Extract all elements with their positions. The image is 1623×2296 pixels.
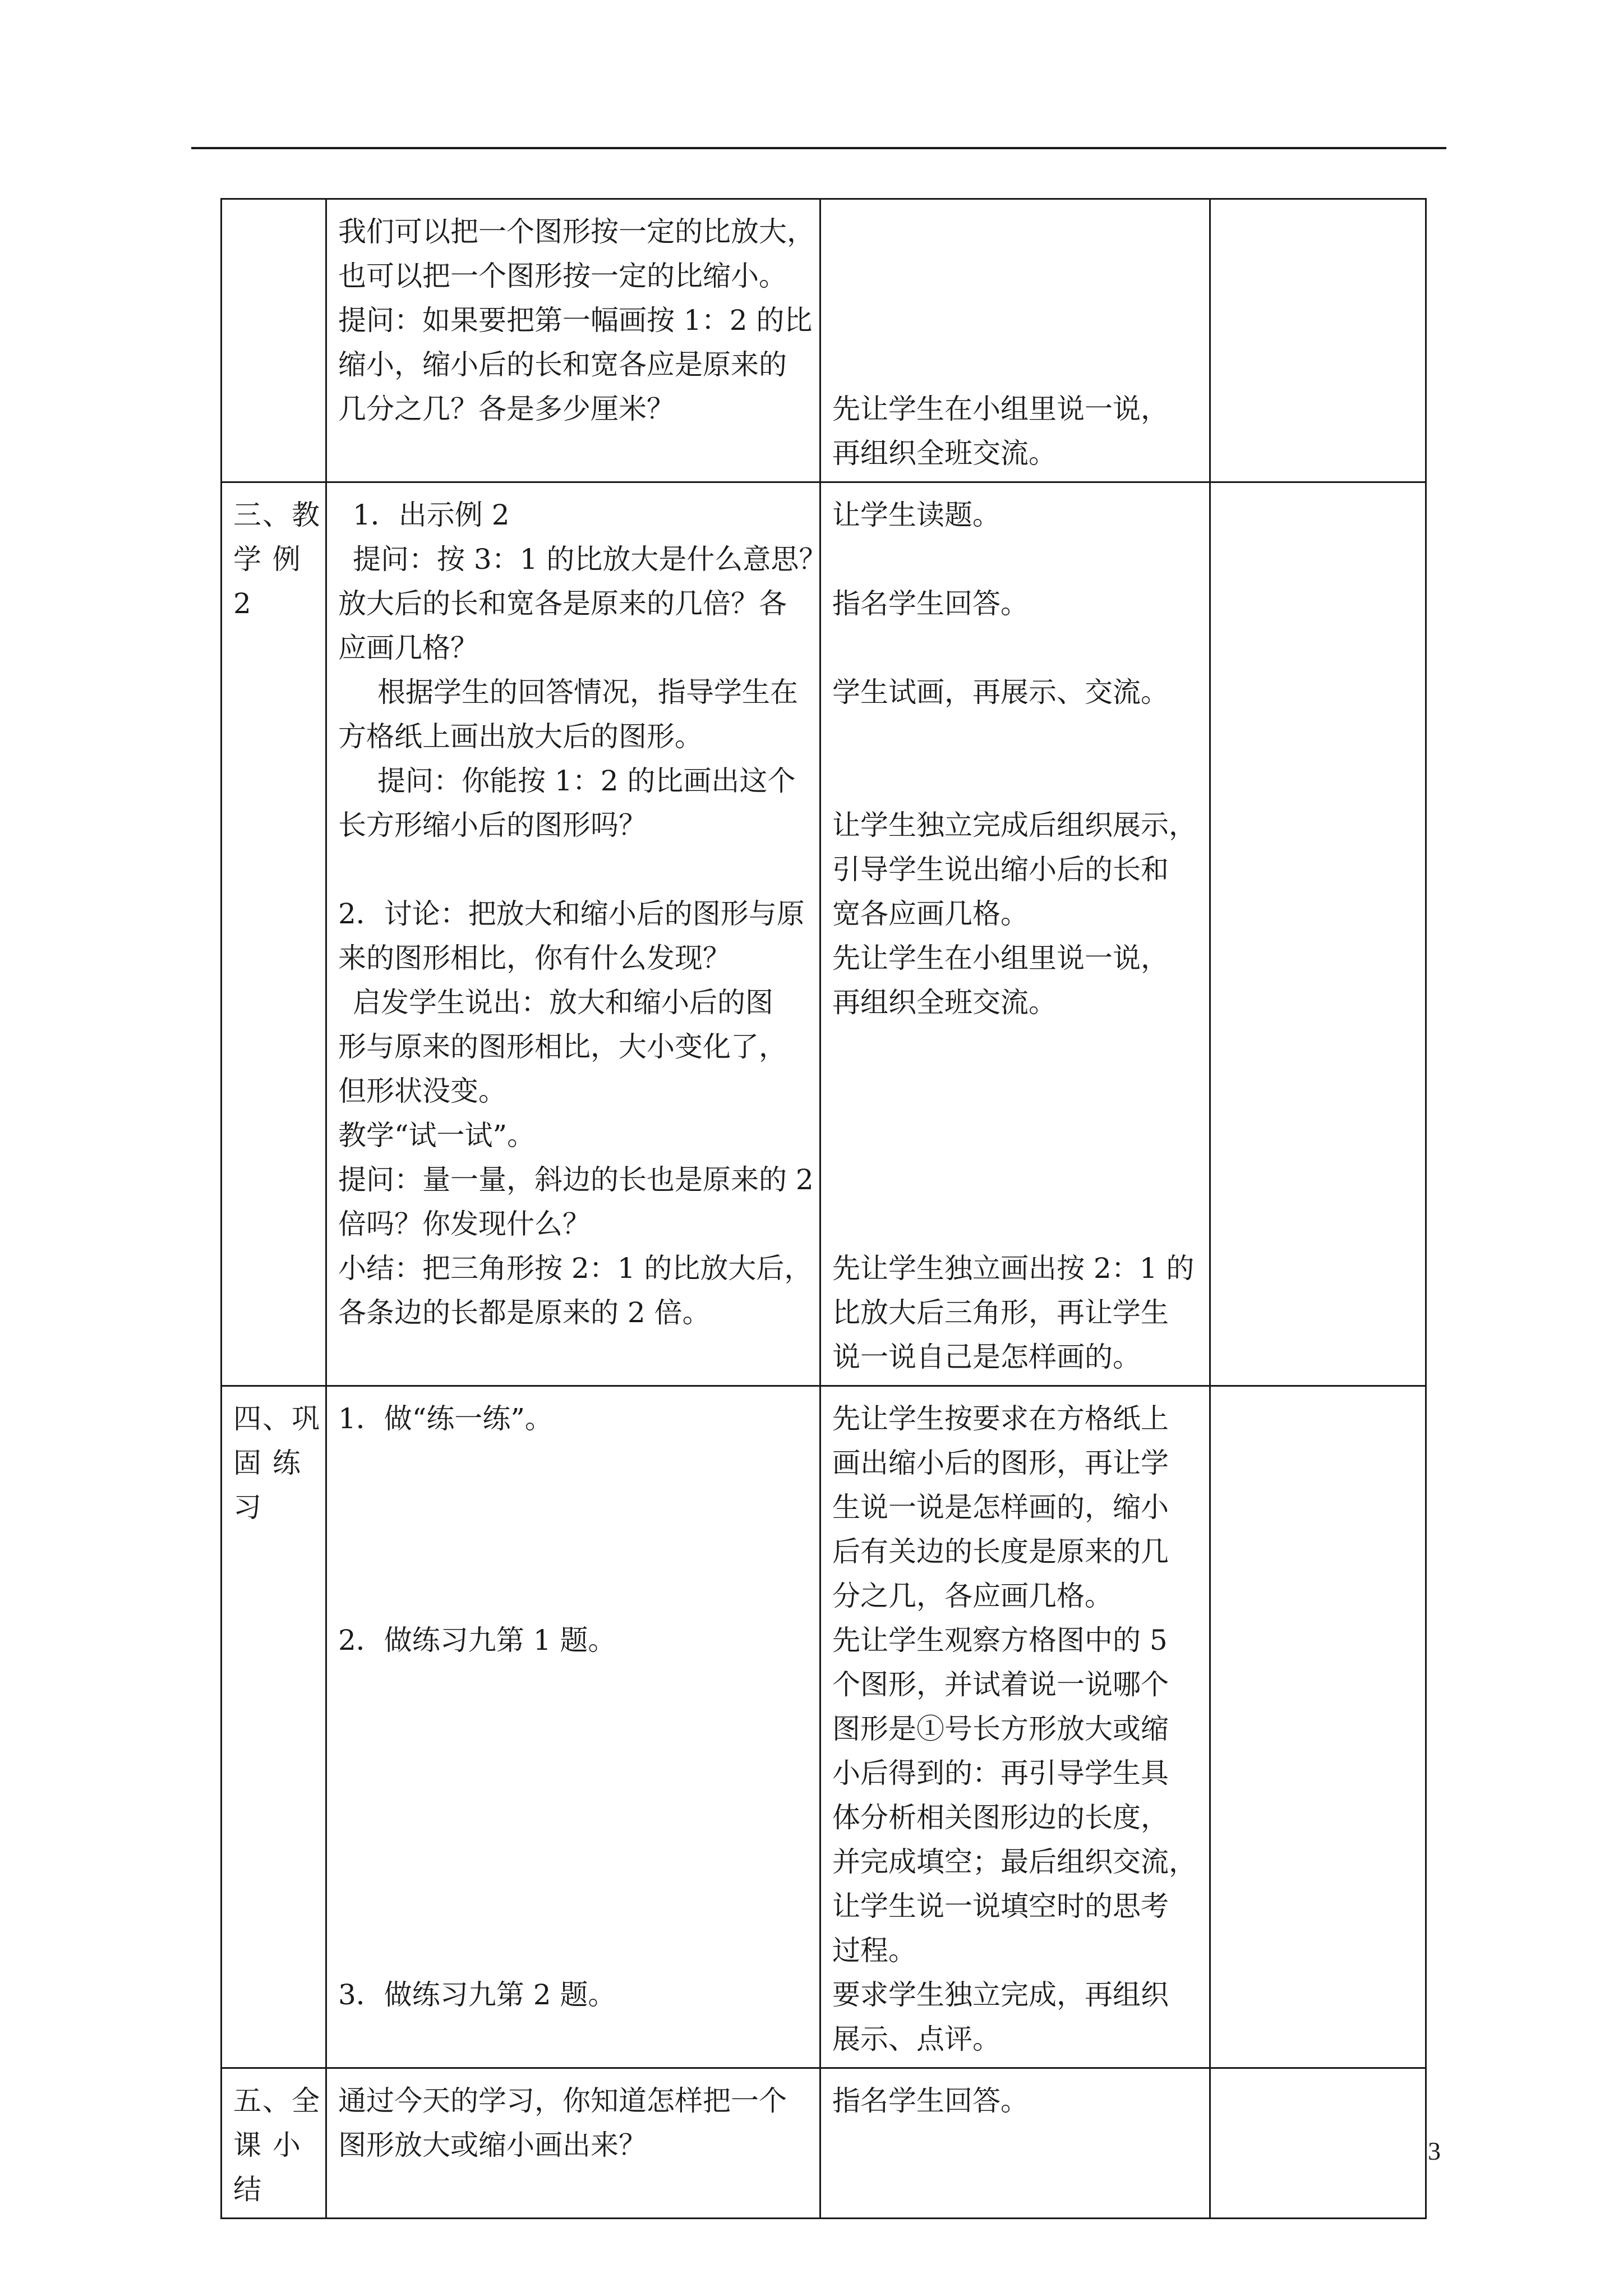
notes-line: 要求学生独立完成，再组织 [832,1978,1169,2011]
notes-line: 先让学生在小组里说一说， [832,393,1169,425]
notes-line: 引导学生说出缩小后的长和 [832,853,1169,886]
content-cell [326,1386,820,2068]
notes-line: 个图形，并试着说一说哪个 [832,1668,1169,1701]
notes-line: 图形是①号长方形放大或缩 [832,1713,1169,1745]
notes-line: 比放大后三角形，再让学生 [832,1296,1169,1329]
stage-label: 学 例 [233,543,302,576]
lesson-plan-table [220,198,1427,2219]
notes-line: 先让学生按要求在方格纸上 [832,1402,1169,1435]
stage-label: 2 [233,587,252,620]
content-line: 3．做练习九第 2 题。 [338,1978,616,2011]
header-rule [191,147,1446,149]
notes-line: 再组织全班交流。 [832,986,1057,1019]
remarks-cell [1210,199,1426,482]
remarks-cell [1210,482,1426,1386]
content-line: 提问：你能按 1：2 的比画出这个 [377,765,796,797]
notes-line: 画出缩小后的图形，再让学 [832,1447,1169,1479]
content-line: 提问：如果要把第一幅画按 1：2 的比 [338,304,813,337]
stage-cell [222,482,326,1386]
remarks-cell [1210,2068,1426,2219]
notes-line: 并完成填空；最后组织交流， [832,1846,1197,1878]
notes-line: 展示、点评。 [832,2023,1000,2055]
table-row [222,482,1426,1386]
notes-line: 指名学生回答。 [832,2085,1029,2117]
content-line: 小结：把三角形按 2：1 的比放大后， [338,1252,813,1285]
content-line: 也可以把一个图形按一定的比缩小。 [338,260,787,292]
table-row [222,199,1426,482]
notes-line: 先让学生在小组里说一说， [832,942,1169,974]
content-line: 1．出示例 2 [353,499,510,531]
stage-label: 课 小 [233,2129,302,2161]
content-line: 根据学生的回答情况，指导学生在 [377,676,798,708]
content-line: 提问：量一量，斜边的长也是原来的 2 [338,1163,814,1196]
stage-label: 三、教 [233,499,321,531]
content-cell [326,2068,820,2219]
notes-line: 让学生独立完成后组织展示， [832,809,1197,841]
notes-line: 让学生读题。 [832,499,1000,531]
notes-line: 后有关边的长度是原来的几 [832,1535,1169,1568]
stage-label: 五、全 [233,2085,321,2117]
notes-line: 过程。 [832,1934,916,1967]
notes-line: 分之几，各应画几格。 [832,1580,1113,1612]
remarks-cell [1210,1386,1426,2068]
content-line: 方格纸上画出放大后的图形。 [338,720,703,753]
notes-line: 学生试画，再展示、交流。 [832,676,1169,708]
notes-cell [820,2068,1210,2219]
content-line: 我们可以把一个图形按一定的比放大， [338,215,815,248]
notes-line: 先让学生独立画出按 2：1 的 [832,1252,1195,1285]
stage-cell [222,1386,326,2068]
notes-line: 宽各应画几格。 [832,898,1029,930]
content-line: 形与原来的图形相比，大小变化了， [338,1030,787,1063]
content-line: 2．讨论：把放大和缩小后的图形与原 [338,898,805,930]
notes-cell [820,199,1210,482]
notes-line: 让学生说一说填空时的思考 [832,1890,1169,1922]
content-line: 应画几格？ [338,632,478,664]
content-line: 来的图形相比，你有什么发现？ [338,942,731,974]
table-row [222,2068,1426,2219]
notes-line: 生说一说是怎样画的，缩小 [832,1491,1169,1524]
notes-line: 指名学生回答。 [832,587,1029,620]
page-number: 3 [1428,2137,1441,2165]
content-line: 2．做练习九第 1 题。 [338,1624,616,1657]
content-line: 几分之几？各是多少厘米？ [338,393,675,425]
content-cell [326,482,827,1386]
content-line: 1．做“练一练”。 [338,1402,553,1435]
content-line: 倍吗？你发现什么？ [338,1208,591,1240]
notes-line: 再组织全班交流。 [832,437,1057,470]
notes-line: 小后得到的：再引导学生具 [832,1757,1169,1789]
content-line: 提问：按 3：1 的比放大是什么意思？ [353,543,827,576]
stage-cell [222,2068,326,2219]
notes-line: 先让学生观察方格图中的 5 [832,1624,1168,1657]
content-line: 但形状没变。 [338,1075,506,1107]
notes-line: 说一说自己是怎样画的。 [832,1341,1141,1373]
stage-cell [222,199,326,482]
notes-line: 体分析相关图形边的长度， [832,1801,1169,1834]
notes-cell [820,1386,1210,2068]
stage-label: 四、巩 [233,1402,321,1435]
content-line: 图形放大或缩小画出来？ [338,2129,647,2161]
content-line: 放大后的长和宽各是原来的几倍？各 [338,587,787,620]
content-line: 通过今天的学习，你知道怎样把一个 [338,2085,787,2117]
content-line: 长方形缩小后的图形吗？ [338,809,647,841]
table-row [222,1386,1426,2068]
content-line: 教学“试一试”。 [338,1119,536,1152]
stage-label: 固 练 [233,1447,302,1479]
content-line: 缩小，缩小后的长和宽各应是原来的 [338,348,787,381]
content-cell [326,199,820,482]
stage-label: 结 [233,2173,262,2206]
content-line: 启发学生说出：放大和缩小后的图 [353,986,773,1019]
content-line: 各条边的长都是原来的 2 倍。 [338,1296,711,1329]
notes-cell [820,482,1210,1386]
stage-label: 习 [233,1491,262,1524]
